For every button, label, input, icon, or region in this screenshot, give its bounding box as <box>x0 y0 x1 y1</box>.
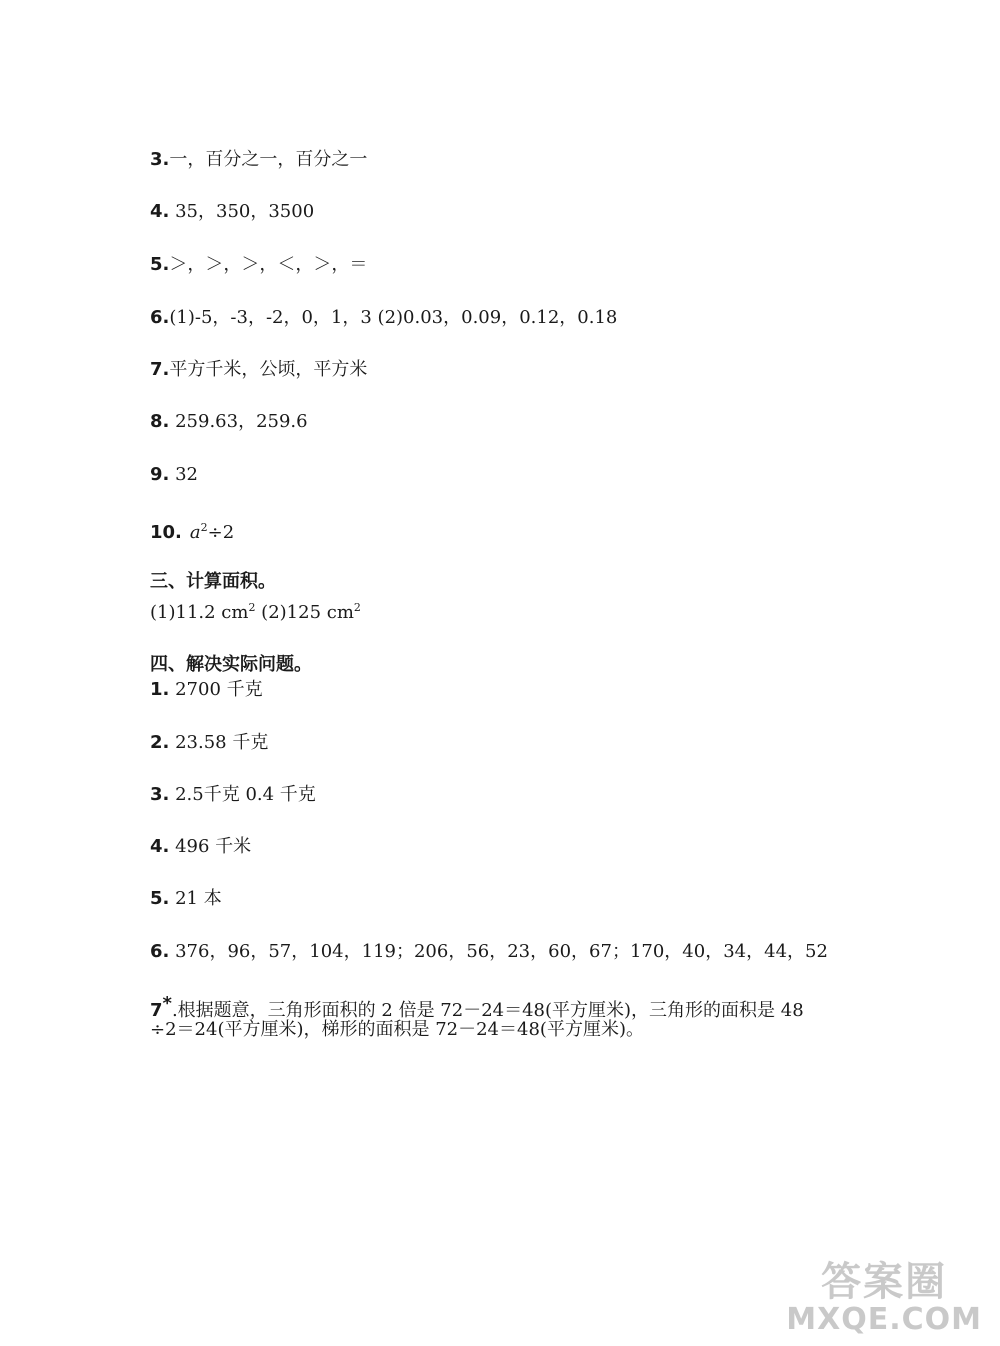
section-3-answer <box>150 596 361 625</box>
unit-exponent: 2 <box>248 601 256 614</box>
item-text: (1)-5，-3，-2，0，1，3 (2)0.03，0.09，0.12，0.18 <box>169 307 618 328</box>
item-text: .根据题意，三角形面积的 2 倍是 72－24＝48(平方厘米)，三角形的面积是 48 <box>171 1000 804 1021</box>
section-3-heading: 三、计算面积。 <box>150 571 276 592</box>
item-number: 10. <box>150 522 182 543</box>
problem-7-line-2 <box>150 1018 644 1042</box>
item-text: 2700 千克 <box>169 679 263 700</box>
item-text: ÷2＝24(平方厘米)，梯形的面积是 72－24＝48(平方厘米)。 <box>150 1019 644 1040</box>
item-number: 5. <box>150 254 170 275</box>
problem-5 <box>150 887 222 911</box>
area-answer-2: (2)125 cm <box>255 602 354 623</box>
item-text: 259.63，259.6 <box>169 411 308 432</box>
item-text: 一，百分之一，百分之一 <box>169 149 368 170</box>
answer-4 <box>150 200 314 224</box>
item-text: ＞，＞，＞，＜，＞，＝ <box>169 254 368 275</box>
item-number: 9. <box>150 464 170 485</box>
item-number: 3. <box>150 784 170 805</box>
problem-3 <box>150 783 316 807</box>
item-text: 21 本 <box>169 888 222 909</box>
item-number: 4. <box>150 201 170 222</box>
watermark-logo-text: 答案圈 <box>821 1259 948 1305</box>
formula-rest: ÷2 <box>207 522 235 543</box>
item-text: 32 <box>169 464 199 485</box>
item-number: 7. <box>150 359 170 380</box>
item-number: 1. <box>150 679 170 700</box>
item-number: 5. <box>150 888 170 909</box>
item-text: 平方千米，公顷，平方米 <box>169 359 368 380</box>
answer-9 <box>150 463 198 487</box>
section-4-heading: 四、解决实际问题。 <box>150 654 312 675</box>
item-text: 35，350，3500 <box>169 201 315 222</box>
problem-2 <box>150 731 268 755</box>
answer-10 <box>150 516 234 545</box>
area-answer-1: (1)11.2 cm <box>150 602 249 623</box>
answer-8 <box>150 410 308 434</box>
item-text: 23.58 千克 <box>169 732 269 753</box>
answer-6 <box>150 306 617 330</box>
item-text: 2.5千克 0.4 千克 <box>169 784 316 805</box>
item-text: 496 千米 <box>169 836 252 857</box>
problem-1 <box>150 678 263 702</box>
formula-variable: a <box>189 522 201 543</box>
answer-7 <box>150 358 367 382</box>
watermark-url: MXQE.COM <box>786 1302 982 1337</box>
formula-exponent: 2 <box>200 521 208 534</box>
item-text: 376，96，57，104，119；206，56，23，60，67；170，40，34，44，52 <box>169 941 828 962</box>
answer-3 <box>150 148 367 172</box>
answer-5 <box>150 253 367 277</box>
item-number: 8. <box>150 411 170 432</box>
problem-6 <box>150 940 828 964</box>
item-number: 3. <box>150 149 170 170</box>
item-number: 4. <box>150 836 170 857</box>
site-watermark <box>786 1260 982 1336</box>
unit-exponent: 2 <box>353 601 361 614</box>
problem-4 <box>150 835 251 859</box>
item-number: 7 <box>150 1000 163 1021</box>
item-number: 6. <box>150 941 170 962</box>
item-number: 2. <box>150 732 170 753</box>
optional-star: * <box>162 993 172 1014</box>
item-number: 6. <box>150 307 170 328</box>
